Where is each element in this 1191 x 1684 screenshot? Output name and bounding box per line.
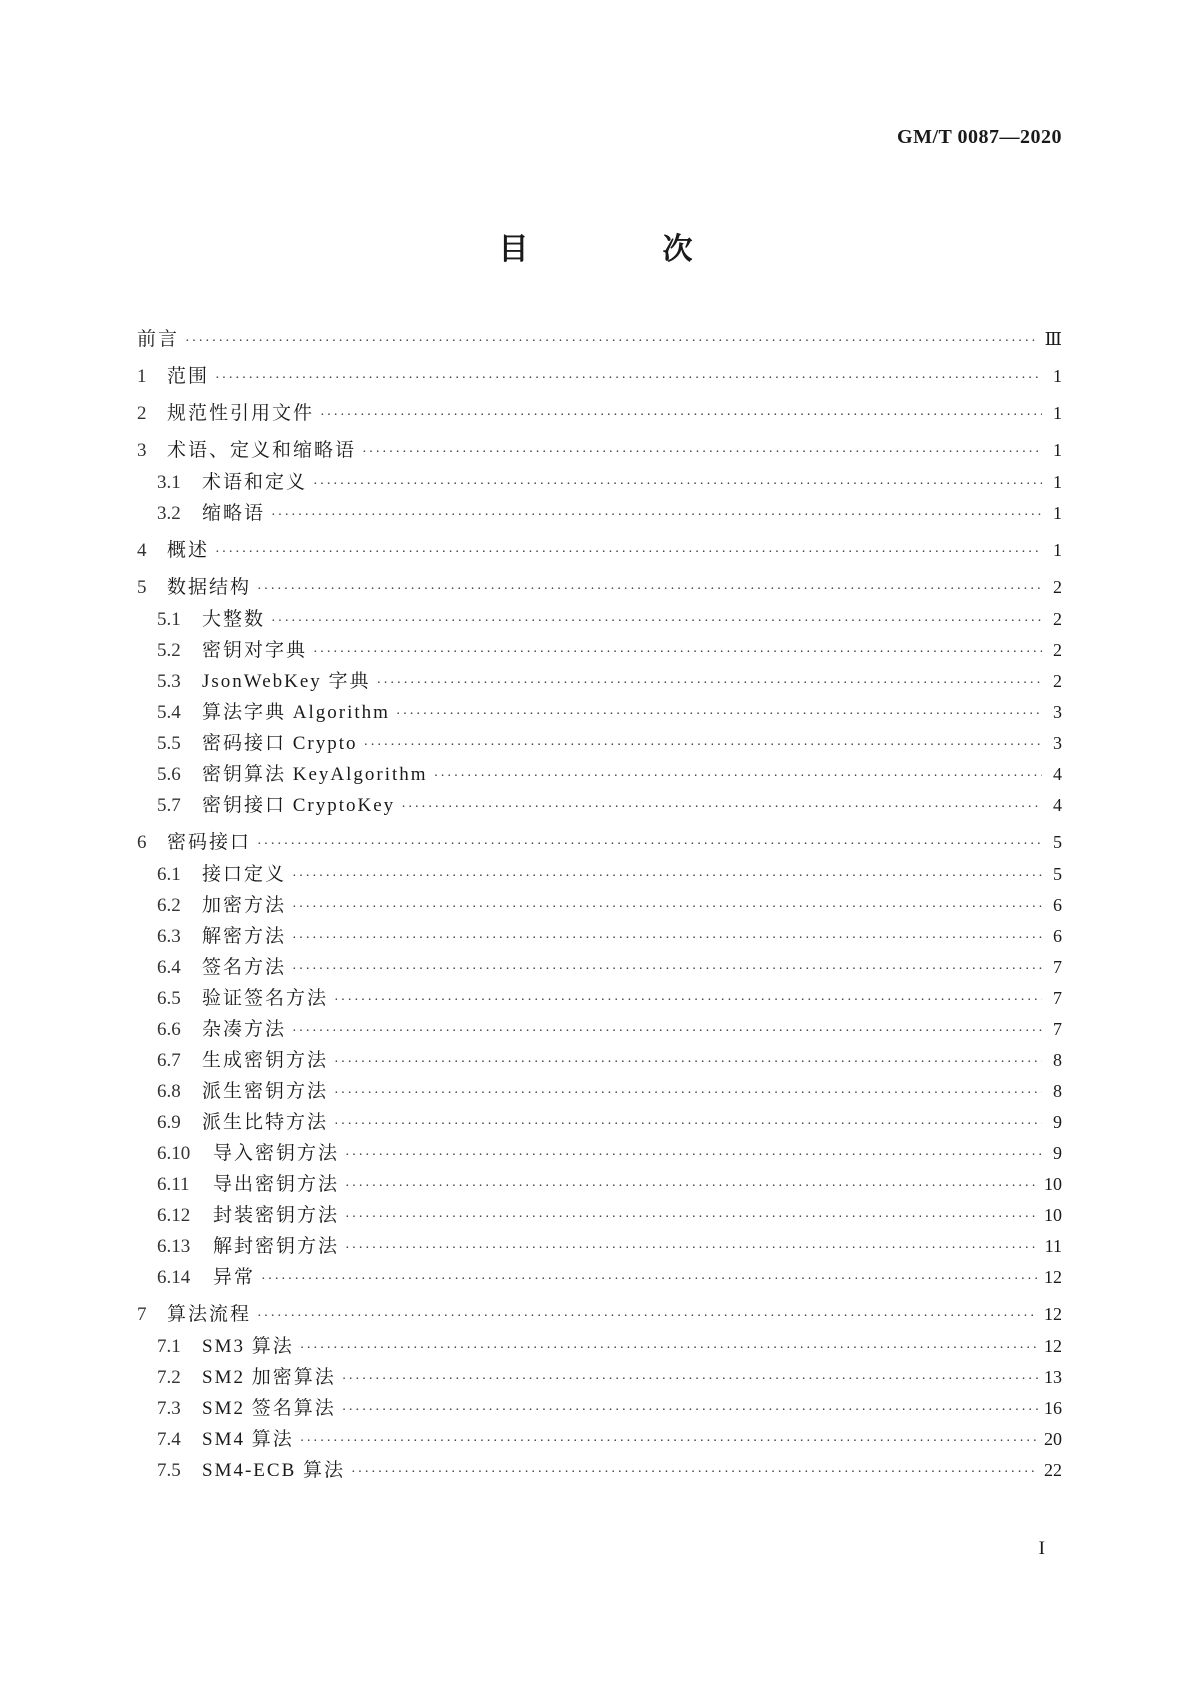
toc-entry-label: 密码接口 xyxy=(167,832,252,853)
toc-entry-label: 签名方法 xyxy=(202,957,287,978)
toc-entry-number: 3.2 xyxy=(157,503,181,524)
toc-entry-label: 生成密钥方法 xyxy=(202,1050,329,1071)
toc-entry-label: 封装密钥方法 xyxy=(213,1205,340,1226)
toc-entry-number: 7.5 xyxy=(157,1460,181,1481)
toc-entry-label: 概述 xyxy=(167,540,210,561)
toc-entry-page: 1 xyxy=(1053,403,1062,423)
toc-dot-leader xyxy=(377,670,1042,698)
toc-entry-number: 7.1 xyxy=(157,1336,181,1357)
toc-entry-page: 12 xyxy=(1044,1267,1062,1287)
toc-entry-label: 派生密钥方法 xyxy=(202,1081,329,1102)
toc-entry[interactable] xyxy=(137,1201,1062,1229)
toc-entry-number: 6.7 xyxy=(157,1050,181,1071)
toc-entry-page: 9 xyxy=(1053,1143,1062,1163)
toc-entry[interactable] xyxy=(137,828,1062,856)
toc-entry[interactable] xyxy=(137,984,1062,1012)
toc-dot-leader xyxy=(292,956,1042,984)
toc-entry-page: 13 xyxy=(1044,1367,1062,1387)
toc-entry-number: 5.7 xyxy=(157,795,181,816)
toc-entry-number: 5.6 xyxy=(157,764,181,785)
toc-entry-label: SM4 算法 xyxy=(202,1429,294,1450)
toc-entry[interactable] xyxy=(137,729,1062,757)
toc-dot-leader xyxy=(257,1303,1038,1331)
toc-entry-page: 3 xyxy=(1053,733,1062,753)
toc-entry-label: 导入密钥方法 xyxy=(213,1143,340,1164)
toc-entry[interactable] xyxy=(137,1332,1062,1360)
standard-code: GM/T 0087—2020 xyxy=(897,126,1062,148)
toc-entry-page: 12 xyxy=(1044,1304,1062,1324)
toc-entry-label: 规范性引用文件 xyxy=(167,403,315,424)
toc-entry-label: 术语、定义和缩略语 xyxy=(167,440,357,461)
toc-entry[interactable] xyxy=(137,953,1062,981)
toc-entry-label: 缩略语 xyxy=(202,503,266,524)
toc-entry[interactable] xyxy=(137,1077,1062,1105)
toc-entry-page: Ⅲ xyxy=(1044,329,1062,349)
toc-entry[interactable] xyxy=(137,1263,1062,1291)
toc-dot-leader xyxy=(364,732,1042,760)
toc-entry-label: 导出密钥方法 xyxy=(213,1174,340,1195)
toc-entry[interactable] xyxy=(137,1456,1062,1484)
toc-entry[interactable] xyxy=(137,1046,1062,1074)
toc-entry-number: 7.2 xyxy=(157,1367,181,1388)
toc-entry[interactable] xyxy=(137,362,1062,390)
toc-entry-label: 大整数 xyxy=(202,609,266,630)
toc-dot-leader xyxy=(215,539,1042,567)
toc-entry[interactable] xyxy=(137,468,1062,496)
toc-entry-number: 6.5 xyxy=(157,988,181,1009)
toc-dot-leader xyxy=(345,1173,1038,1201)
toc-entry-page: 16 xyxy=(1044,1398,1062,1418)
toc-entry-number: 6.3 xyxy=(157,926,181,947)
toc-dot-leader xyxy=(300,1335,1038,1363)
toc-dot-leader xyxy=(362,439,1042,467)
toc-entry-page: 4 xyxy=(1053,795,1062,815)
toc-entry-label: 算法字典 Algorithm xyxy=(202,702,390,723)
toc-entry-number: 6.4 xyxy=(157,957,181,978)
toc-entry-label: SM3 算法 xyxy=(202,1336,294,1357)
toc-dot-leader xyxy=(292,894,1042,922)
toc-entry-number: 6.1 xyxy=(157,864,181,885)
toc-entry-number: 1 xyxy=(137,366,147,387)
toc-entry-number: 5.5 xyxy=(157,733,181,754)
toc-entry-number: 6 xyxy=(137,832,147,853)
toc-entry-label: 密钥对字典 xyxy=(202,640,308,661)
toc-entry[interactable] xyxy=(137,1394,1062,1422)
toc-entry[interactable] xyxy=(137,1015,1062,1043)
toc-entry-label: 密钥接口 CryptoKey xyxy=(202,795,396,816)
toc-entry-page: 1 xyxy=(1053,540,1062,560)
toc-dot-leader xyxy=(334,1080,1042,1108)
toc-dot-leader xyxy=(292,1018,1042,1046)
toc-entry[interactable] xyxy=(137,698,1062,726)
toc-entry-number: 5.2 xyxy=(157,640,181,661)
toc-entry-page: 5 xyxy=(1053,864,1062,884)
toc-entry-label: 异常 xyxy=(213,1267,256,1288)
table-of-contents xyxy=(137,325,1062,1484)
toc-entry[interactable] xyxy=(137,436,1062,464)
toc-entry-number: 5.4 xyxy=(157,702,181,723)
toc-entry-number: 6.11 xyxy=(157,1174,190,1195)
toc-dot-leader xyxy=(292,863,1042,891)
toc-entry[interactable] xyxy=(137,399,1062,427)
toc-entry[interactable] xyxy=(137,605,1062,633)
toc-dot-leader xyxy=(313,471,1042,499)
toc-entry-page: 6 xyxy=(1053,926,1062,946)
toc-entry[interactable] xyxy=(137,325,1062,353)
toc-entry-number: 6.10 xyxy=(157,1143,191,1164)
toc-entry[interactable] xyxy=(137,791,1062,819)
toc-entry-label: 范围 xyxy=(167,366,210,387)
toc-entry-page: 5 xyxy=(1053,832,1062,852)
toc-entry-number: 6.2 xyxy=(157,895,181,916)
toc-entry-number: 5.1 xyxy=(157,609,181,630)
toc-entry[interactable] xyxy=(137,891,1062,919)
toc-entry-label: 验证签名方法 xyxy=(202,988,329,1009)
toc-entry[interactable] xyxy=(137,636,1062,664)
toc-entry-page: 6 xyxy=(1053,895,1062,915)
toc-entry-page: 8 xyxy=(1053,1050,1062,1070)
toc-entry-page: 2 xyxy=(1053,640,1062,660)
toc-entry-page: 1 xyxy=(1053,472,1062,492)
toc-entry[interactable] xyxy=(137,499,1062,527)
toc-dot-leader xyxy=(334,1111,1042,1139)
toc-entry-number: 6.12 xyxy=(157,1205,191,1226)
toc-entry-label: 接口定义 xyxy=(202,864,287,885)
toc-entry-label: SM2 加密算法 xyxy=(202,1367,336,1388)
toc-entry[interactable] xyxy=(137,860,1062,888)
toc-entry-label: 解密方法 xyxy=(202,926,287,947)
toc-entry-page: 8 xyxy=(1053,1081,1062,1101)
toc-entry-page: 11 xyxy=(1044,1236,1062,1256)
toc-entry-label: 密码接口 Crypto xyxy=(202,733,358,754)
toc-dot-leader xyxy=(320,402,1042,430)
toc-entry[interactable] xyxy=(137,667,1062,695)
toc-entry-label: 解封密钥方法 xyxy=(213,1236,340,1257)
toc-entry-label: 派生比特方法 xyxy=(202,1112,329,1133)
toc-entry-number: 6.9 xyxy=(157,1112,181,1133)
toc-dot-leader xyxy=(185,328,1039,356)
toc-entry-number: 5.3 xyxy=(157,671,181,692)
footer-page-number: I xyxy=(1038,1538,1045,1559)
toc-entry-page: 2 xyxy=(1053,609,1062,629)
toc-entry-page: 2 xyxy=(1053,577,1062,597)
toc-dot-leader xyxy=(334,987,1042,1015)
toc-entry-number: 6.14 xyxy=(157,1267,191,1288)
toc-entry-page: 4 xyxy=(1053,764,1062,784)
toc-dot-leader xyxy=(271,608,1042,636)
toc-dot-leader xyxy=(345,1204,1038,1232)
toc-entry[interactable] xyxy=(137,760,1062,788)
toc-entry-page: 1 xyxy=(1053,503,1062,523)
toc-entry-page: 10 xyxy=(1044,1174,1062,1194)
toc-dot-leader xyxy=(261,1266,1038,1294)
toc-dot-leader xyxy=(345,1142,1042,1170)
toc-dot-leader xyxy=(342,1397,1038,1425)
toc-dot-leader xyxy=(300,1428,1038,1456)
toc-entry-page: 3 xyxy=(1053,702,1062,722)
toc-entry-label: SM4-ECB 算法 xyxy=(202,1460,345,1481)
toc-entry-page: 12 xyxy=(1044,1336,1062,1356)
toc-entry-page: 22 xyxy=(1044,1460,1062,1480)
toc-entry-page: 7 xyxy=(1053,957,1062,977)
toc-dot-leader xyxy=(271,502,1042,530)
toc-entry-number: 3 xyxy=(137,440,147,461)
toc-entry-page: 9 xyxy=(1053,1112,1062,1132)
toc-entry-number: 6.13 xyxy=(157,1236,191,1257)
toc-dot-leader xyxy=(215,365,1042,393)
toc-entry-number: 6.8 xyxy=(157,1081,181,1102)
toc-dot-leader xyxy=(401,794,1042,822)
toc-entry-label: 密钥算法 KeyAlgorithm xyxy=(202,764,428,785)
toc-entry-number: 2 xyxy=(137,403,147,424)
toc-entry-number: 4 xyxy=(137,540,147,561)
toc-dot-leader xyxy=(292,925,1042,953)
toc-entry-page: 7 xyxy=(1053,988,1062,1008)
toc-entry[interactable] xyxy=(137,1170,1062,1198)
toc-dot-leader xyxy=(434,763,1042,791)
page-title: 目 次 xyxy=(498,232,745,267)
toc-entry-page: 1 xyxy=(1053,440,1062,460)
toc-entry-number: 3.1 xyxy=(157,472,181,493)
toc-dot-leader xyxy=(396,701,1042,729)
toc-entry-number: 7 xyxy=(137,1304,147,1325)
toc-dot-leader xyxy=(257,831,1042,859)
toc-entry-label: 前言 xyxy=(137,329,180,350)
toc-entry[interactable] xyxy=(137,1363,1062,1391)
toc-entry[interactable] xyxy=(137,1139,1062,1167)
toc-entry[interactable] xyxy=(137,573,1062,601)
toc-entry-page: 7 xyxy=(1053,1019,1062,1039)
toc-dot-leader xyxy=(313,639,1042,667)
toc-entry-number: 7.4 xyxy=(157,1429,181,1450)
toc-dot-leader xyxy=(334,1049,1042,1077)
toc-entry-number: 5 xyxy=(137,577,147,598)
toc-dot-leader xyxy=(257,576,1042,604)
toc-entry-label: 数据结构 xyxy=(167,577,252,598)
toc-dot-leader xyxy=(351,1459,1038,1487)
toc-dot-leader xyxy=(345,1235,1039,1263)
toc-entry[interactable] xyxy=(137,1108,1062,1136)
toc-entry[interactable] xyxy=(137,536,1062,564)
toc-entry-label: 加密方法 xyxy=(202,895,287,916)
toc-entry-page: 2 xyxy=(1053,671,1062,691)
toc-entry-label: 算法流程 xyxy=(167,1304,252,1325)
toc-entry-number: 6.6 xyxy=(157,1019,181,1040)
toc-entry-number: 7.3 xyxy=(157,1398,181,1419)
toc-entry-label: SM2 签名算法 xyxy=(202,1398,336,1419)
toc-entry[interactable] xyxy=(137,1232,1062,1260)
toc-dot-leader xyxy=(342,1366,1038,1394)
toc-entry-label: 杂凑方法 xyxy=(202,1019,287,1040)
toc-entry-label: JsonWebKey 字典 xyxy=(202,671,371,692)
toc-entry-page: 1 xyxy=(1053,366,1062,386)
toc-entry[interactable] xyxy=(137,922,1062,950)
toc-entry-page: 20 xyxy=(1044,1429,1062,1449)
toc-entry-label: 术语和定义 xyxy=(202,472,308,493)
toc-entry[interactable] xyxy=(137,1425,1062,1453)
toc-entry-page: 10 xyxy=(1044,1205,1062,1225)
toc-entry[interactable] xyxy=(137,1300,1062,1328)
